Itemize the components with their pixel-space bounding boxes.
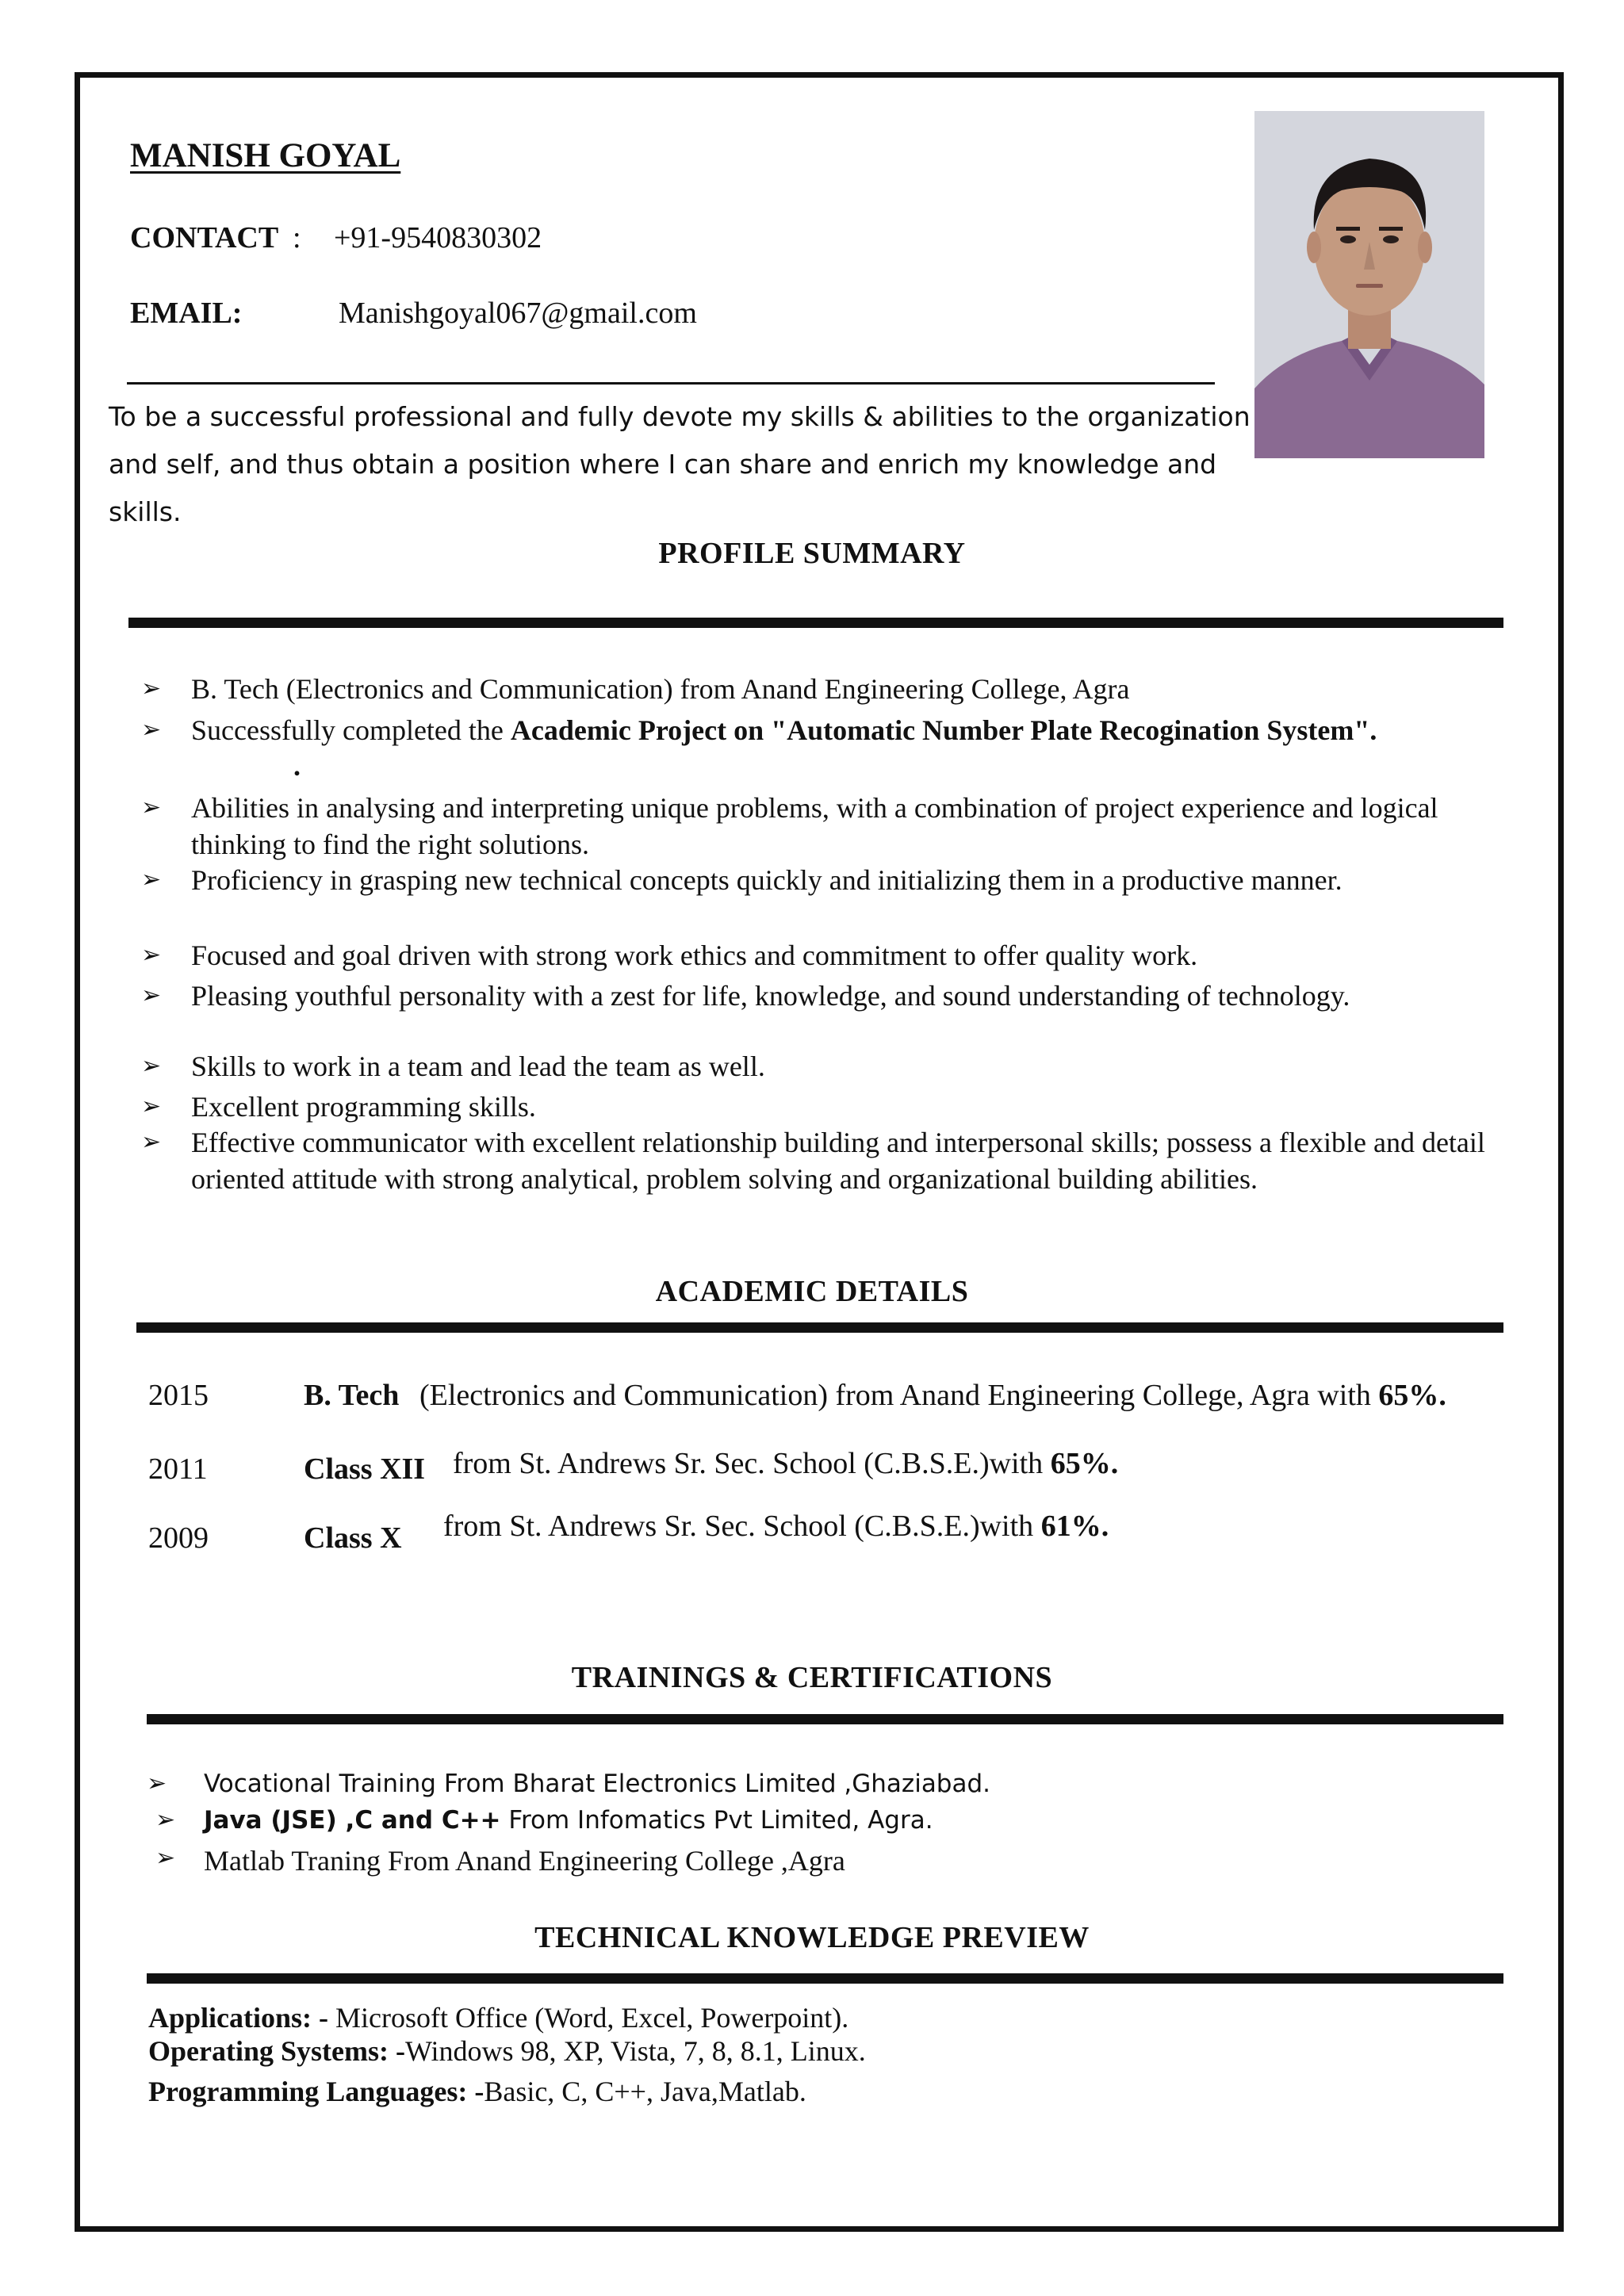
arrowhead-bullet-icon: ➢ [155, 1807, 176, 1833]
academic-degree: Class XII [304, 1452, 426, 1486]
academic-degree: Class X [304, 1521, 402, 1555]
profile-photo [1254, 111, 1484, 458]
academic-description: from St. Andrews Sr. Sec. School (C.B.S.E.)with 61%. [443, 1510, 1109, 1543]
arrowhead-bullet-icon: ➢ [141, 982, 162, 1008]
academic-degree: B. Tech [304, 1379, 400, 1412]
arrowhead-bullet-icon: ➢ [141, 675, 162, 702]
header-divider [127, 382, 1215, 385]
email-value: Manishgoyal067@gmail.com [339, 297, 697, 330]
tech-programming-languages: Programming Languages: -Basic, C, C++, Java,Matlab. [148, 2076, 806, 2107]
arrowhead-bullet-icon: ➢ [155, 1845, 176, 1871]
profile-summary-title: PROFILE SUMMARY [658, 537, 966, 570]
tech-applications: Applications: - Microsoft Office (Word, Excel, Powerpoint). [148, 2002, 849, 2034]
technical-rule [147, 1973, 1503, 1984]
email-label: EMAIL: [130, 297, 243, 330]
contact-separator: : [293, 221, 301, 254]
arrowhead-bullet-icon: ➢ [141, 867, 162, 893]
academic-description: (Electronics and Communication) from Anand Engineering College, Agra with 65%. [419, 1379, 1446, 1412]
technical-title: TECHNICAL KNOWLEDGE PREVIEW [534, 1921, 1090, 1954]
tech-operating-systems: Operating Systems: -Windows 98, XP, Vista, 7, 8, 8.1, Linux. [148, 2035, 866, 2067]
academic-year: 2009 [148, 1521, 209, 1555]
academic-year: 2011 [148, 1452, 208, 1486]
academic-year: 2015 [148, 1379, 209, 1412]
trainings-rule [147, 1714, 1503, 1724]
profile-summary-rule [128, 618, 1503, 628]
arrowhead-bullet-icon: ➢ [141, 794, 162, 821]
academic-description: from St. Andrews Sr. Sec. School (C.B.S.E.)with 65%. [453, 1447, 1119, 1480]
trainings-title: TRAININGS & CERTIFICATIONS [571, 1661, 1053, 1694]
contact-label: CONTACT [130, 221, 279, 254]
arrowhead-bullet-icon: ➢ [141, 717, 162, 743]
contact-phone: +91-9540830302 [334, 221, 542, 254]
career-objective: To be a successful professional and fully devote my skills & abilities to the organization and self, and thus obtain a position where I can share and enrich my knowledge and skills. [109, 401, 1251, 527]
arrowhead-bullet-icon: ➢ [141, 1093, 162, 1119]
arrowhead-bullet-icon: ➢ [141, 942, 162, 968]
candidate-name: MANISH GOYAL [130, 137, 401, 174]
arrowhead-bullet-icon: ➢ [147, 1770, 167, 1797]
arrowhead-bullet-icon: ➢ [141, 1053, 162, 1079]
academic-details-rule [136, 1322, 1503, 1333]
stray-dot: . [293, 750, 301, 782]
academic-details-title: ACADEMIC DETAILS [655, 1275, 969, 1308]
arrowhead-bullet-icon: ➢ [141, 1129, 162, 1155]
